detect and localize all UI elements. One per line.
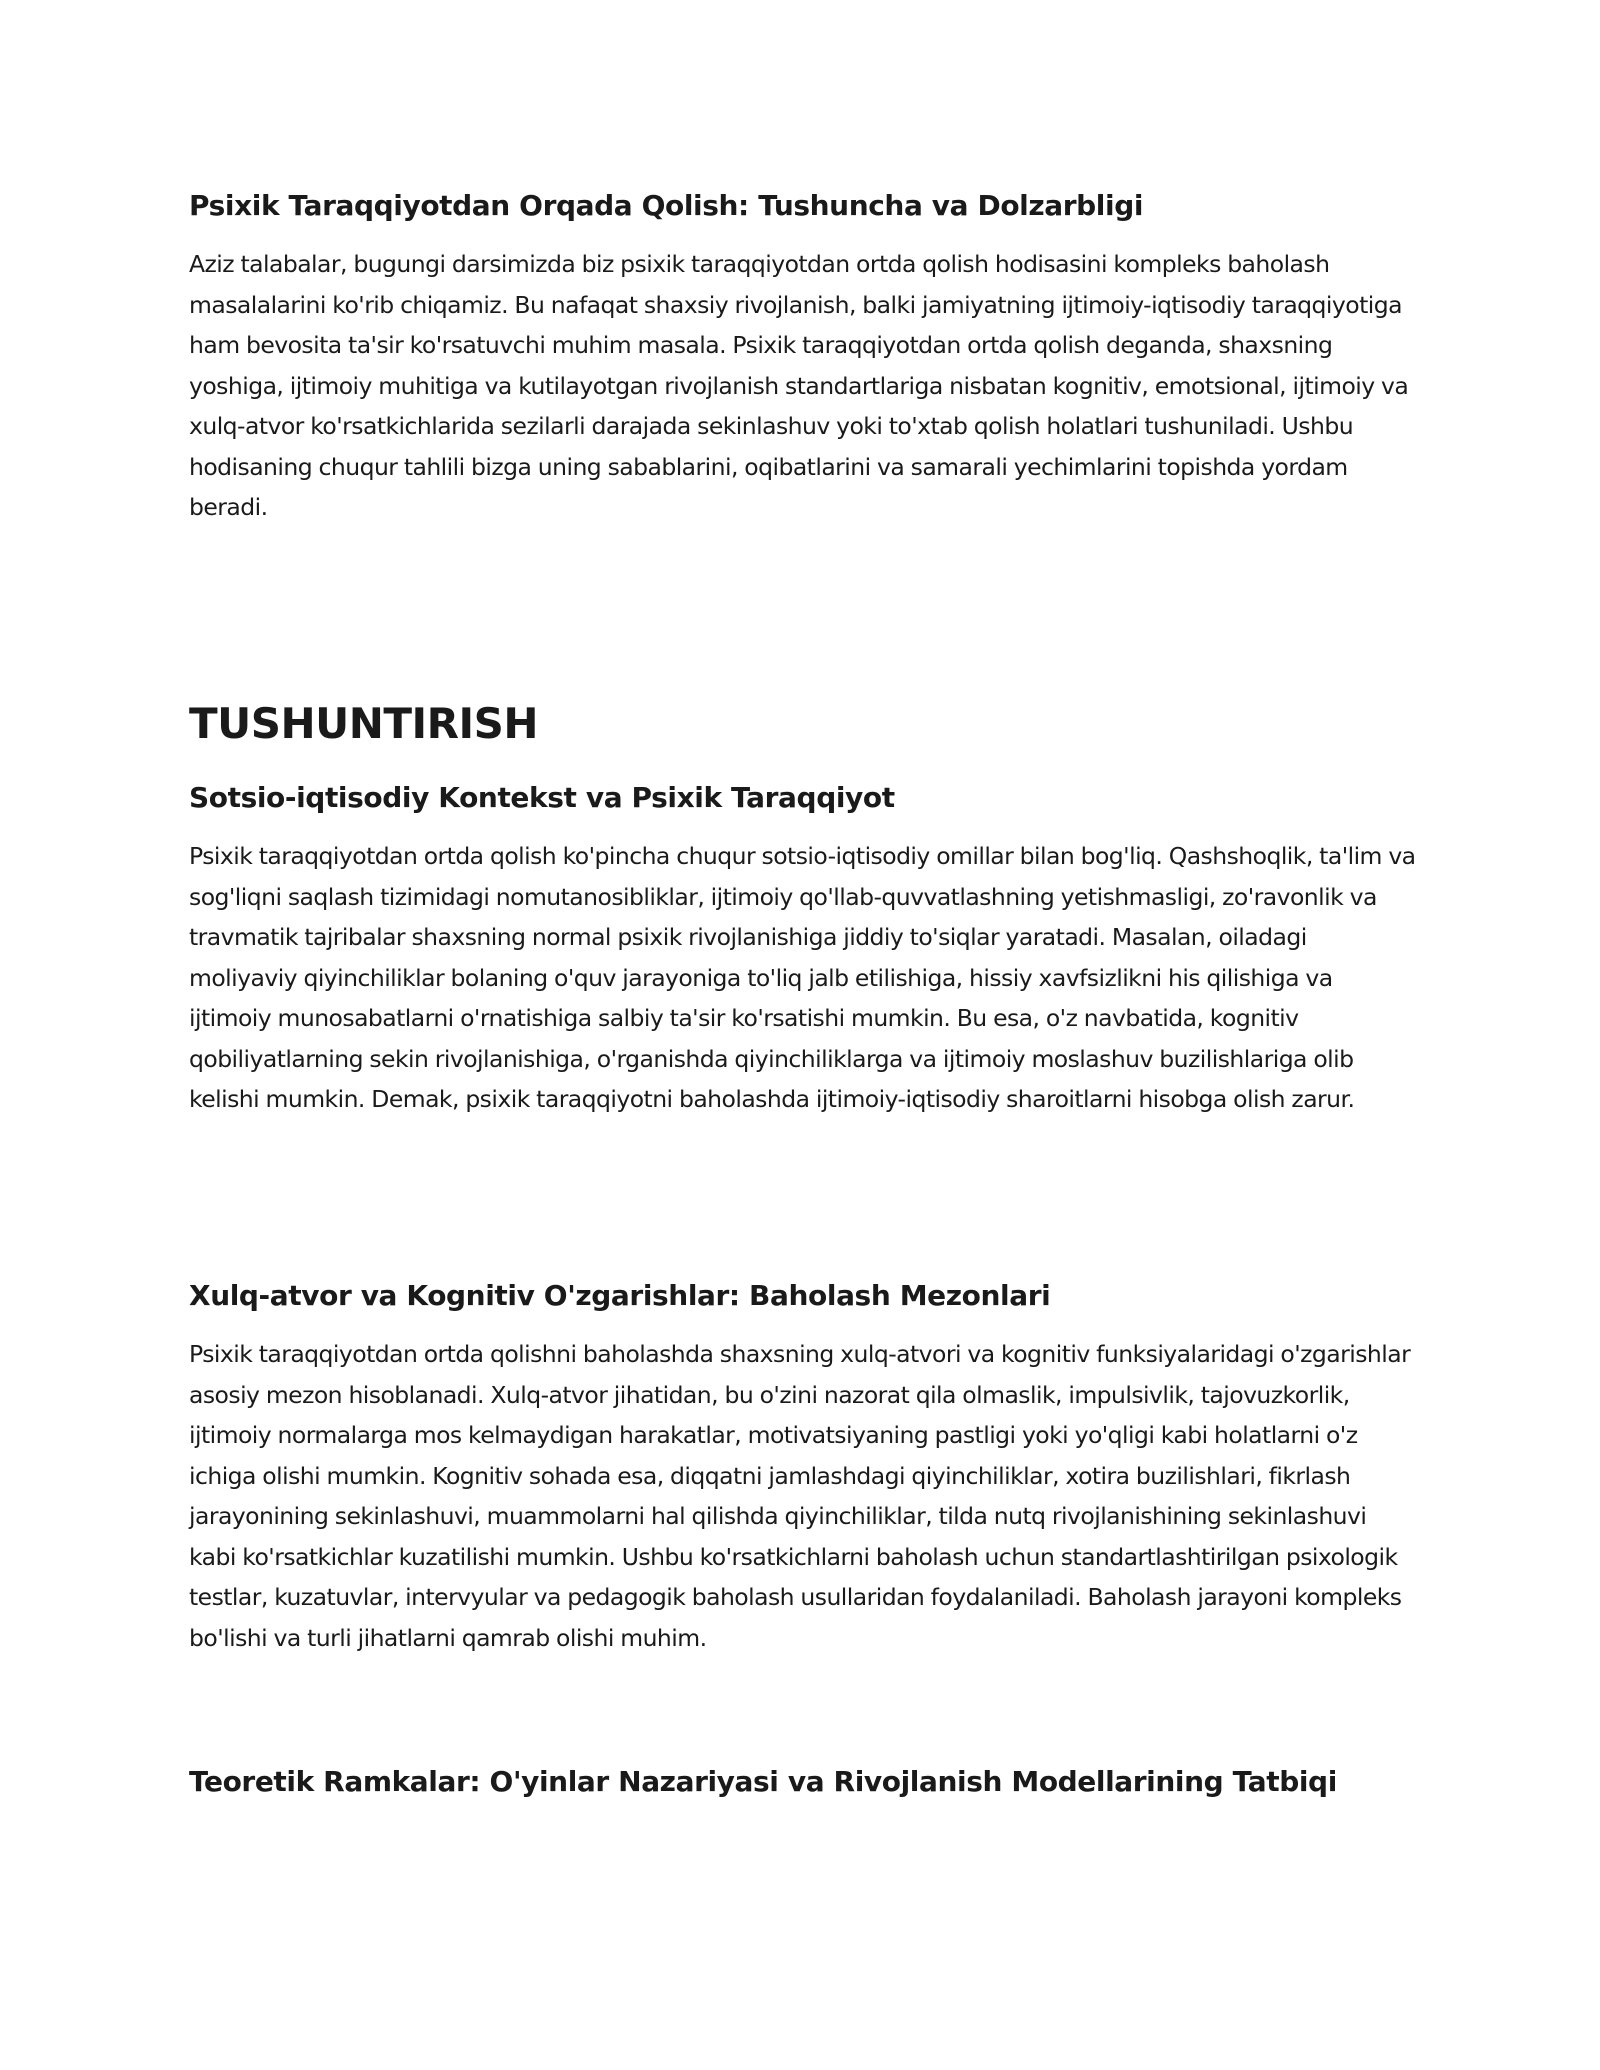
section-heading: Sotsio-iqtisodiy Kontekst va Psixik Taraqqiyot bbox=[189, 781, 895, 814]
section-heading: Teoretik Ramkalar: O'yinlar Nazariyasi va Rivojlanish Modellarining Tatbiqi bbox=[189, 1765, 1337, 1798]
section-socio-economic bbox=[189, 696, 1419, 1120]
section-body: Psixik taraqqiyotdan ortda qolishni baholashda shaxsning xulq-atvori va kognitiv funksiyalaridagi o'zgarishlar asosiy mezon hisoblanadi. Xulq-atvor jihatidan, bu o'zini nazorat qila olmaslik, impulsivlik, tajovuzkorlik, ijtimoiy normalarga mos kelmaydigan harakatlar, motivatsiyaning pastligi yoki yo'qligi kabi holatlarni o'z ichiga olishi mumkin. Kognitiv sohada esa, diqqatni jamlashdagi qiyinchiliklar, xotira buzilishlari, fikrlash jarayonining sekinlashuvi, muammolarni hal qilishda qiyinchiliklar, tilda nutq rivojlanishining sekinlashuvi kabi ko'rsatkichlar kuzatilishi mumkin. Ushbu ko'rsatkichlarni baholash uchun standartlashtirilgan psixologik testlar, kuzatuvlar, intervyular va pedagogik baholash usullaridan foydalaniladi. Baholash jarayoni kompleks bo'lishi va turli jihatlarni qamrab olishi muhim. bbox=[189, 1340, 1411, 1652]
section-theoretical-frameworks bbox=[189, 1762, 1419, 1820]
section-intro bbox=[189, 186, 1419, 528]
section-heading: Psixik Taraqqiyotdan Orqada Qolish: Tushuncha va Dolzarbligi bbox=[189, 189, 1144, 222]
section-heading: Xulq-atvor va Kognitiv O'zgarishlar: Baholash Mezonlari bbox=[189, 1279, 1051, 1312]
section-body: Psixik taraqqiyotdan ortda qolish ko'pincha chuqur sotsio-iqtisodiy omillar bilan bog'liq. Qashshoqlik, ta'lim va sog'liqni saqlash tizimidagi nomutanosibliklar, ijtimoiy qo'llab-quvvatlashning yetishmasligi, zo'ravonlik va travmatik tajribalar shaxsning normal psixik rivojlanishiga jiddiy to'siqlar yaratadi. Masalan, oiladagi moliyaviy qiyinchiliklar bolaning o'quv jarayoniga to'liq jalb etilishiga, hissiy xavfsizlikni his qilishiga va ijtimoiy munosabatlarni o'rnatishiga salbiy ta'sir ko'rsatishi mumkin. Bu esa, o'z navbatida, kognitiv qobiliyatlarning sekin rivojlanishiga, o'rganishda qiyinchiliklarga va ijtimoiy moslashuv buzilishlariga olib kelishi mumkin. Demak, psixik taraqqiyotni baholashda ijtimoiy-iqtisodiy sharoitlarni hisobga olish zarur. bbox=[189, 842, 1416, 1113]
section-body: Aziz talabalar, bugungi darsimizda biz psixik taraqqiyotdan ortda qolish hodisasini kompleks baholash masalalarini ko'rib chiqamiz. Bu nafaqat shaxsiy rivojlanish, balki jamiyatning ijtimoiy-iqtisodiy taraqqiyotiga ham bevosita ta'sir ko'rsatuvchi muhim masala. Psixik taraqqiyotdan ortda qolish deganda, shaxsning yoshiga, ijtimoiy muhitiga va kutilayotgan rivojlanish standartlariga nisbatan kognitiv, emotsional, ijtimoiy va xulq-atvor ko'rsatkichlarida sezilarli darajada sekinlashuv yoki to'xtab qolish holatlari tushuniladi. Ushbu hodisaning chuqur tahlili bizga uning sabablarini, oqibatlarini va samarali yechimlarini topishda yordam beradi. bbox=[189, 250, 1409, 521]
main-heading: TUSHUNTIRISH bbox=[189, 699, 539, 748]
section-behavior-cognitive bbox=[189, 1276, 1419, 1658]
